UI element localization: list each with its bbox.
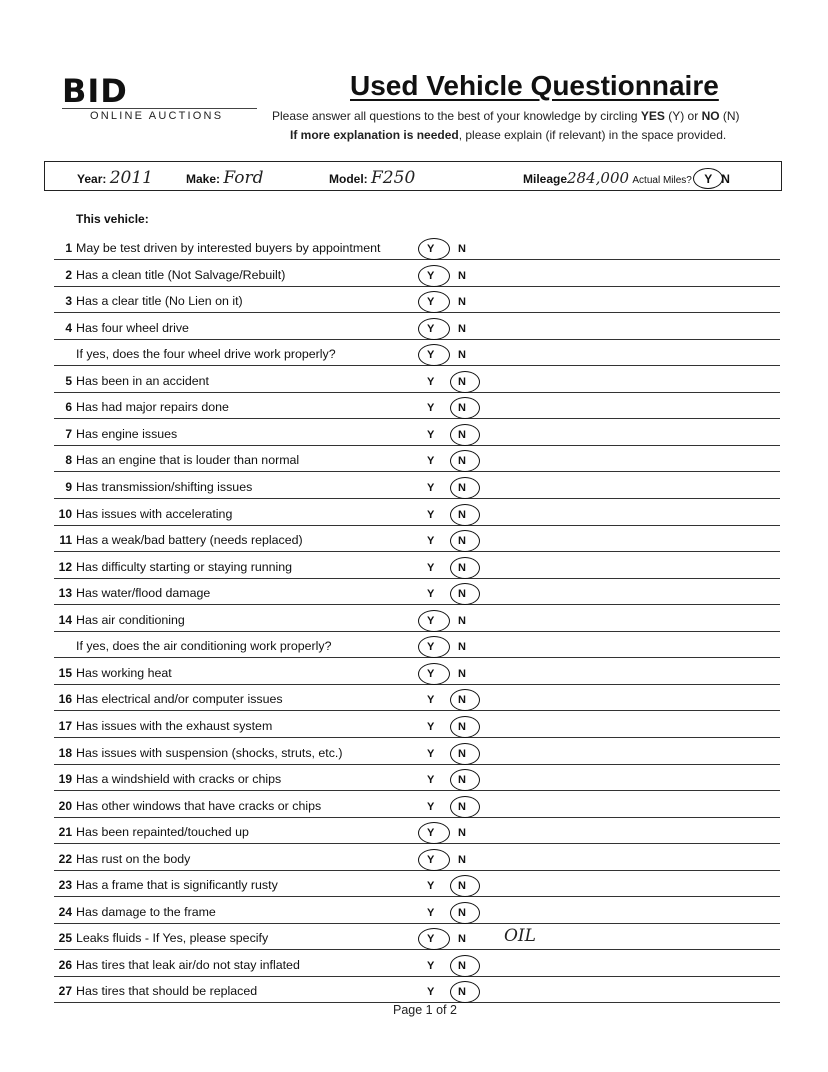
question-text: Has tires that leak air/do not stay inflated xyxy=(76,957,300,972)
no-answer-circle xyxy=(450,477,480,499)
model-label: Model: xyxy=(329,172,368,186)
question-text: Has electrical and/or computer issues xyxy=(76,692,283,707)
question-text: Has a weak/bad battery (needs replaced) xyxy=(76,533,303,547)
yes-answer-circle xyxy=(418,610,450,632)
no-answer-circle xyxy=(450,716,480,738)
yes-option[interactable]: Y xyxy=(427,774,435,786)
question-text: Has a windshield with cracks or chips xyxy=(76,772,282,786)
question-number: 20 xyxy=(58,798,72,813)
yes-option[interactable]: Y xyxy=(427,853,435,866)
question-number: 12 xyxy=(58,559,72,574)
question-number: 23 xyxy=(58,878,72,893)
question-row xyxy=(54,951,780,977)
question-text: Has issues with suspension (shocks, struts, etc.) xyxy=(76,745,343,760)
question-number: 18 xyxy=(58,745,72,760)
no-answer-circle xyxy=(450,504,480,526)
question-row xyxy=(54,977,780,1003)
question-row xyxy=(54,739,780,765)
yes-answer-circle xyxy=(418,265,450,287)
question-text: Leaks fluids - If Yes, please specify xyxy=(76,931,269,946)
question-row xyxy=(54,500,780,526)
no-option[interactable]: N xyxy=(458,906,466,919)
question-number: 15 xyxy=(58,665,72,680)
no-option[interactable]: N xyxy=(458,774,466,786)
instructions-1-yes: YES xyxy=(640,109,665,123)
question-number: 17 xyxy=(58,718,72,733)
yes-option[interactable]: Y xyxy=(427,694,435,707)
yes-option[interactable]: Y xyxy=(427,455,435,468)
question-text: Has working heat xyxy=(76,665,172,680)
no-option[interactable]: N xyxy=(458,959,466,972)
yes-answer-circle xyxy=(418,238,450,260)
no-answer-circle xyxy=(450,371,480,393)
no-option[interactable]: N xyxy=(458,243,466,255)
explanation-note[interactable]: OIL xyxy=(504,926,536,947)
question-text: Has issues with the exhaust system xyxy=(76,718,273,733)
yes-option[interactable]: Y xyxy=(427,614,435,627)
no-option[interactable]: N xyxy=(458,561,466,574)
actual-miles-y-label: Y xyxy=(704,172,713,186)
no-option[interactable]: N xyxy=(458,986,466,999)
make-value: Ford xyxy=(223,168,264,188)
mileage-label: Mileage xyxy=(523,172,568,186)
make-field[interactable] xyxy=(186,162,263,190)
question-number: 19 xyxy=(58,772,72,786)
question-row xyxy=(54,659,780,685)
question-row xyxy=(54,685,780,711)
question-text: Has been repainted/touched up xyxy=(76,825,249,840)
no-option[interactable]: N xyxy=(458,933,466,946)
question-number: 21 xyxy=(58,825,72,840)
question-text: Has water/flood damage xyxy=(76,586,211,601)
question-text: If yes, does the four wheel drive work properly? xyxy=(76,347,336,362)
mileage-value: 284,000 xyxy=(567,169,630,187)
question-text: Has engine issues xyxy=(76,426,178,441)
question-number: 8 xyxy=(65,453,72,468)
question-row xyxy=(54,340,780,366)
yes-option[interactable]: Y xyxy=(427,986,435,999)
yes-option[interactable]: Y xyxy=(427,561,435,574)
question-row xyxy=(54,606,780,632)
question-row xyxy=(54,446,780,472)
yes-answer-circle xyxy=(418,344,450,366)
page-title: Used Vehicle Questionnaire xyxy=(350,70,719,101)
question-text: Has four wheel drive xyxy=(76,320,189,335)
question-number: 5 xyxy=(65,373,72,388)
yes-option[interactable]: Y xyxy=(427,641,435,654)
no-option[interactable]: N xyxy=(458,694,466,707)
question-text: Has an engine that is louder than normal xyxy=(76,453,300,468)
question-number: 22 xyxy=(58,851,72,866)
question-text: May be test driven by interested buyers by appointment xyxy=(76,241,381,255)
question-row xyxy=(54,526,780,552)
no-option[interactable]: N xyxy=(458,880,466,893)
year-label: Year: xyxy=(77,172,107,186)
question-number: 7 xyxy=(65,426,72,441)
actual-miles-label: Actual Miles? xyxy=(632,175,692,186)
instructions-2-bold: If more explanation is needed xyxy=(290,128,459,142)
no-option[interactable]: N xyxy=(458,508,466,521)
no-option[interactable]: N xyxy=(458,402,466,415)
model-field[interactable] xyxy=(329,162,415,190)
question-row xyxy=(54,924,780,950)
question-number: 16 xyxy=(58,692,72,707)
yes-option[interactable]: Y xyxy=(427,243,435,255)
no-answer-circle xyxy=(450,530,480,552)
question-text: Has a clear title (No Lien on it) xyxy=(76,294,243,309)
question-text: Has a frame that is significantly rusty xyxy=(76,878,278,893)
question-row xyxy=(54,393,780,419)
question-row xyxy=(54,818,780,844)
question-row xyxy=(54,234,780,260)
yes-option[interactable]: Y xyxy=(427,349,435,362)
no-option[interactable]: N xyxy=(458,482,466,494)
actual-miles-answer-circle xyxy=(693,168,723,189)
yes-answer-circle xyxy=(418,636,450,658)
yes-option[interactable]: Y xyxy=(427,588,435,601)
no-answer-circle xyxy=(450,424,480,446)
mileage-field[interactable] xyxy=(523,162,730,190)
question-text: Has transmission/shifting issues xyxy=(76,480,253,494)
instructions-1-pre: Please answer all questions to the best of your knowledge by circling xyxy=(272,109,641,123)
no-answer-circle xyxy=(450,450,480,472)
no-answer-circle xyxy=(450,557,480,579)
instructions-line-1 xyxy=(272,109,740,123)
instructions-1-post: (N) xyxy=(719,109,740,123)
question-text: Has been in an accident xyxy=(76,373,209,388)
no-option[interactable]: N xyxy=(458,614,466,627)
question-number: 6 xyxy=(65,400,72,415)
question-number: 27 xyxy=(58,984,72,999)
question-number: 1 xyxy=(65,241,72,255)
instructions-2-post: , please explain (if relevant) in the space provided. xyxy=(458,128,727,142)
no-answer-circle xyxy=(450,689,480,711)
yes-option[interactable]: Y xyxy=(427,428,435,441)
no-option[interactable]: N xyxy=(458,720,466,733)
yes-option[interactable]: Y xyxy=(427,667,435,680)
question-text: Has a clean title (Not Salvage/Rebuilt) xyxy=(76,267,286,282)
page-number: Page 1 of 2 xyxy=(393,1003,457,1017)
question-row xyxy=(54,314,780,340)
no-option[interactable]: N xyxy=(458,375,466,388)
no-option[interactable]: N xyxy=(458,428,466,441)
yes-option[interactable]: Y xyxy=(427,827,435,840)
question-number: 10 xyxy=(58,506,72,521)
question-number: 25 xyxy=(58,931,72,946)
no-option[interactable]: N xyxy=(458,667,466,680)
question-number: 9 xyxy=(65,480,72,494)
no-option[interactable]: N xyxy=(458,296,466,309)
question-row xyxy=(54,898,780,924)
yes-option[interactable]: Y xyxy=(427,906,435,919)
instructions-1-no: NO xyxy=(701,109,720,123)
question-text: Has damage to the frame xyxy=(76,904,216,919)
yes-option[interactable]: Y xyxy=(427,296,435,309)
no-answer-circle xyxy=(450,583,480,605)
logo xyxy=(62,72,262,122)
no-answer-circle xyxy=(450,796,480,818)
yes-option[interactable]: Y xyxy=(427,959,435,972)
question-row xyxy=(54,765,780,791)
question-text: Has had major repairs done xyxy=(76,400,229,415)
no-answer-circle xyxy=(450,955,480,977)
yes-option[interactable]: Y xyxy=(427,375,435,388)
question-number: 26 xyxy=(58,957,72,972)
question-number: 4 xyxy=(65,320,72,335)
yes-answer-circle xyxy=(418,663,450,685)
model-value: F250 xyxy=(371,168,416,188)
logo-wordmark: BID xyxy=(62,72,128,110)
no-option[interactable]: N xyxy=(458,800,466,813)
yes-option[interactable]: Y xyxy=(427,747,435,760)
actual-miles-no[interactable]: N xyxy=(721,172,730,186)
no-option[interactable]: N xyxy=(458,269,466,282)
year-value: 2011 xyxy=(109,168,153,188)
no-answer-circle xyxy=(450,902,480,924)
no-option[interactable]: N xyxy=(458,588,466,601)
yes-answer-circle xyxy=(418,849,450,871)
yes-option[interactable]: Y xyxy=(427,880,435,893)
yes-option[interactable]: Y xyxy=(427,402,435,415)
question-text: Has rust on the body xyxy=(76,851,191,866)
yes-option[interactable]: Y xyxy=(427,482,435,494)
question-text: If yes, does the air conditioning work properly? xyxy=(76,639,332,654)
no-option[interactable]: N xyxy=(458,535,466,547)
actual-miles-yes[interactable] xyxy=(695,163,721,195)
question-text: Has issues with accelerating xyxy=(76,506,233,521)
no-answer-circle xyxy=(450,981,480,1003)
no-option[interactable]: N xyxy=(458,349,466,362)
no-option[interactable]: N xyxy=(458,827,466,840)
question-number: 11 xyxy=(59,533,72,547)
question-row xyxy=(54,261,780,287)
question-text: Has air conditioning xyxy=(76,612,185,627)
no-option[interactable]: N xyxy=(458,455,466,468)
vehicle-info-box xyxy=(44,161,782,191)
no-option[interactable]: N xyxy=(458,853,466,866)
yes-answer-circle xyxy=(418,291,450,313)
question-number: 3 xyxy=(65,294,72,309)
question-row xyxy=(54,712,780,738)
question-text: Has other windows that have cracks or chips xyxy=(76,798,322,813)
logo-tagline: ONLINE AUCTIONS xyxy=(90,110,224,122)
section-label: This vehicle: xyxy=(76,212,149,226)
no-option[interactable]: N xyxy=(458,747,466,760)
yes-answer-circle xyxy=(418,318,450,340)
question-row xyxy=(54,287,780,313)
instructions-line-2 xyxy=(290,128,726,142)
question-row xyxy=(54,845,780,871)
question-text: Has tires that should be replaced xyxy=(76,984,258,999)
no-option[interactable]: N xyxy=(458,322,466,335)
year-field[interactable] xyxy=(77,162,153,190)
yes-option[interactable]: Y xyxy=(427,269,435,282)
question-text: Has difficulty starting or staying running xyxy=(76,559,293,574)
question-row xyxy=(54,792,780,818)
logo-rule xyxy=(62,108,257,109)
make-label: Make: xyxy=(186,172,221,186)
question-number: 14 xyxy=(58,612,72,627)
yes-option[interactable]: Y xyxy=(427,720,435,733)
no-answer-circle xyxy=(450,875,480,897)
question-row xyxy=(54,579,780,605)
yes-option[interactable]: Y xyxy=(427,322,435,335)
no-answer-circle xyxy=(450,769,480,791)
question-row xyxy=(54,871,780,897)
yes-answer-circle xyxy=(418,928,450,950)
question-number: 24 xyxy=(58,904,72,919)
yes-option[interactable]: Y xyxy=(427,535,435,547)
question-row xyxy=(54,420,780,446)
instructions-1-mid: (Y) or xyxy=(664,109,702,123)
yes-option[interactable]: Y xyxy=(427,800,435,813)
no-answer-circle xyxy=(450,397,480,419)
question-number: 13 xyxy=(58,586,72,601)
yes-answer-circle xyxy=(418,822,450,844)
question-row xyxy=(54,553,780,579)
yes-option[interactable]: Y xyxy=(427,508,435,521)
yes-option[interactable]: Y xyxy=(427,933,435,946)
question-number: 2 xyxy=(65,267,72,282)
question-row xyxy=(54,632,780,658)
no-answer-circle xyxy=(450,743,480,765)
question-row xyxy=(54,473,780,499)
no-option[interactable]: N xyxy=(458,641,466,654)
question-row xyxy=(54,367,780,393)
